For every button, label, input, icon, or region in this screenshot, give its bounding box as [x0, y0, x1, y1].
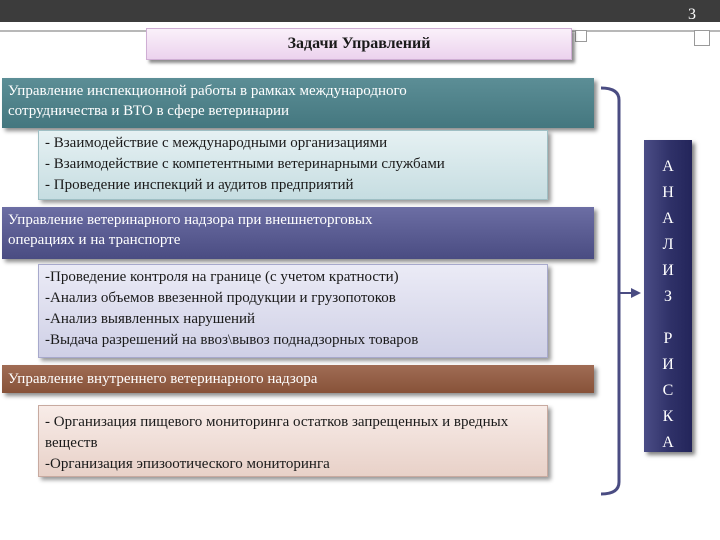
- task-item: - Организация пищевого мониторинга остатков запрещенных и вредных веществ: [45, 414, 509, 451]
- vertical-letter: А: [662, 434, 674, 451]
- task-item: -Проведение контроля на границе (с учетом кратности): [45, 269, 399, 285]
- task-item: -Выдача разрешений на ввоз\вывоз поднадзорных товаров: [45, 332, 419, 348]
- heading-line: сотрудничества и ВТО в сфере ветеринарии: [8, 103, 290, 119]
- heading-line: операциях и на транспорте: [8, 232, 181, 248]
- vertical-letter: Н: [662, 184, 674, 201]
- heading-line: Управление инспекционной работы в рамках международного: [8, 83, 407, 99]
- vertical-letter: Л: [662, 236, 674, 253]
- slide-number: 3: [688, 6, 696, 23]
- top-bar: [0, 0, 720, 22]
- heading-line: Управление внутреннего ветеринарного надзора: [8, 371, 318, 387]
- task-item: - Проведение инспекций и аудитов предприятий: [45, 177, 354, 193]
- task-item: -Организация эпизоотического мониторинга: [45, 456, 330, 472]
- vertical-letter: И: [662, 262, 674, 279]
- decorative-square: [694, 30, 710, 46]
- slide-title: Задачи Управлений: [146, 28, 572, 60]
- task-list-domestic: [38, 405, 548, 477]
- task-item: -Анализ объемов ввезенной продукции и грузопотоков: [45, 290, 396, 306]
- vertical-letter: А: [662, 158, 674, 175]
- task-item: - Взаимодействие с международными организациями: [45, 135, 388, 151]
- department-heading-international: [2, 78, 594, 128]
- department-heading-domestic: [2, 365, 594, 393]
- heading-line: Управление ветеринарного надзора при внешнеторговых: [8, 212, 373, 228]
- task-item: - Взаимодействие с компетентными ветеринарными службами: [45, 156, 445, 172]
- vertical-letter: А: [662, 210, 674, 227]
- risk-analysis-box: [644, 140, 692, 452]
- task-item: -Анализ выявленных нарушений: [45, 311, 256, 327]
- task-list-foreign-trade: [38, 264, 548, 358]
- task-list-international: [38, 130, 548, 200]
- vertical-letter: З: [663, 288, 672, 305]
- vertical-letter: И: [662, 356, 674, 373]
- decorative-square: [575, 30, 587, 42]
- department-heading-foreign-trade: [2, 207, 594, 259]
- bracket-arrow-connector: [595, 86, 645, 496]
- vertical-letter: С: [662, 382, 674, 399]
- vertical-letter: К: [662, 408, 674, 425]
- vertical-letter: Р: [663, 330, 673, 347]
